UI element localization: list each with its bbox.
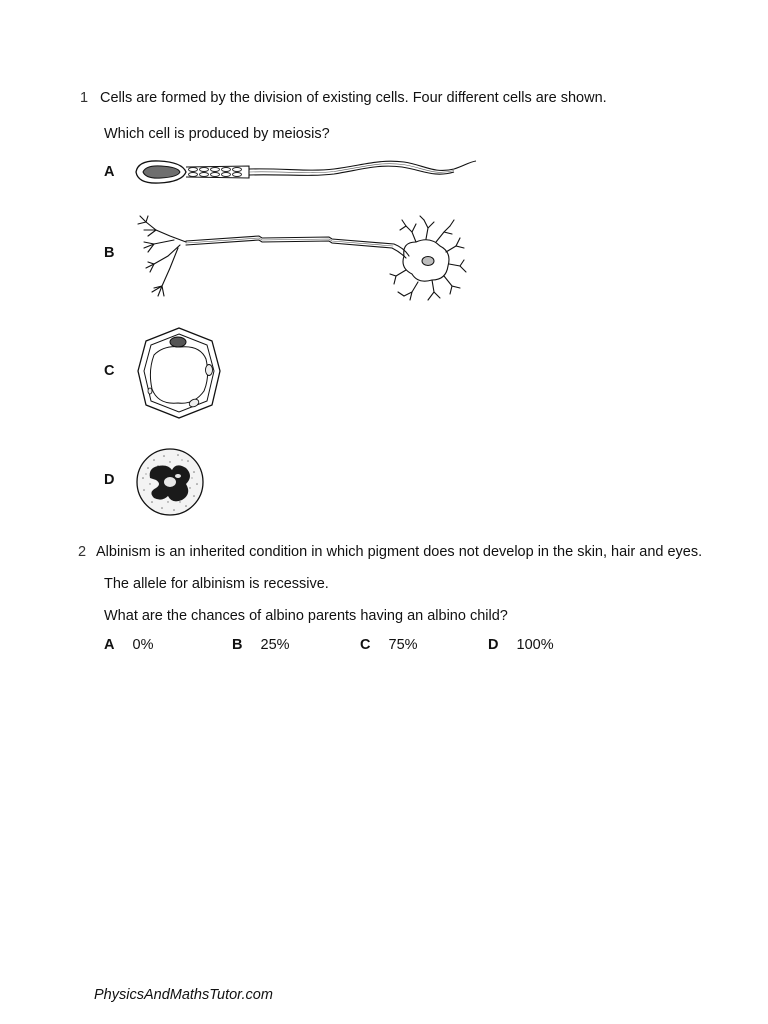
question-2-statement: The allele for albinism is recessive. — [104, 576, 329, 592]
question-2-number: 2 — [78, 544, 87, 560]
option-b-label[interactable]: B — [104, 245, 115, 261]
option-text: 0% — [132, 637, 154, 653]
question-1-number: 1 — [80, 90, 89, 106]
option-d-label[interactable]: D — [104, 472, 115, 488]
plant-cell-icon — [134, 325, 224, 421]
question-1-prompt: Which cell is produced by meiosis? — [104, 126, 330, 142]
option-c-label[interactable]: C — [104, 363, 115, 379]
option-letter: D — [488, 637, 499, 653]
answer-option-b[interactable] — [232, 637, 290, 653]
sperm-cell-icon — [134, 152, 479, 192]
option-letter: A — [104, 637, 115, 653]
question-2-stem: Albinism is an inherited condition in which pigment does not develop in the skin, hair and eyes. — [96, 544, 703, 560]
option-a-label[interactable]: A — [104, 164, 115, 180]
question-2-prompt: What are the chances of albino parents having an albino child? — [104, 608, 508, 624]
option-letter: C — [360, 637, 371, 653]
option-text: 25% — [260, 637, 290, 653]
question-1-stem: Cells are formed by the division of existing cells. Four different cells are shown. — [100, 90, 607, 106]
option-letter: B — [232, 637, 243, 653]
answer-option-d[interactable] — [488, 637, 554, 653]
answer-option-c[interactable] — [360, 637, 418, 653]
option-text: 75% — [388, 637, 418, 653]
nerve-cell-icon — [134, 212, 469, 304]
option-text: 100% — [516, 637, 554, 653]
white-blood-cell-icon — [134, 446, 206, 518]
answer-option-a[interactable] — [104, 637, 153, 653]
footer-site-name: PhysicsAndMathsTutor.com — [94, 987, 273, 1003]
